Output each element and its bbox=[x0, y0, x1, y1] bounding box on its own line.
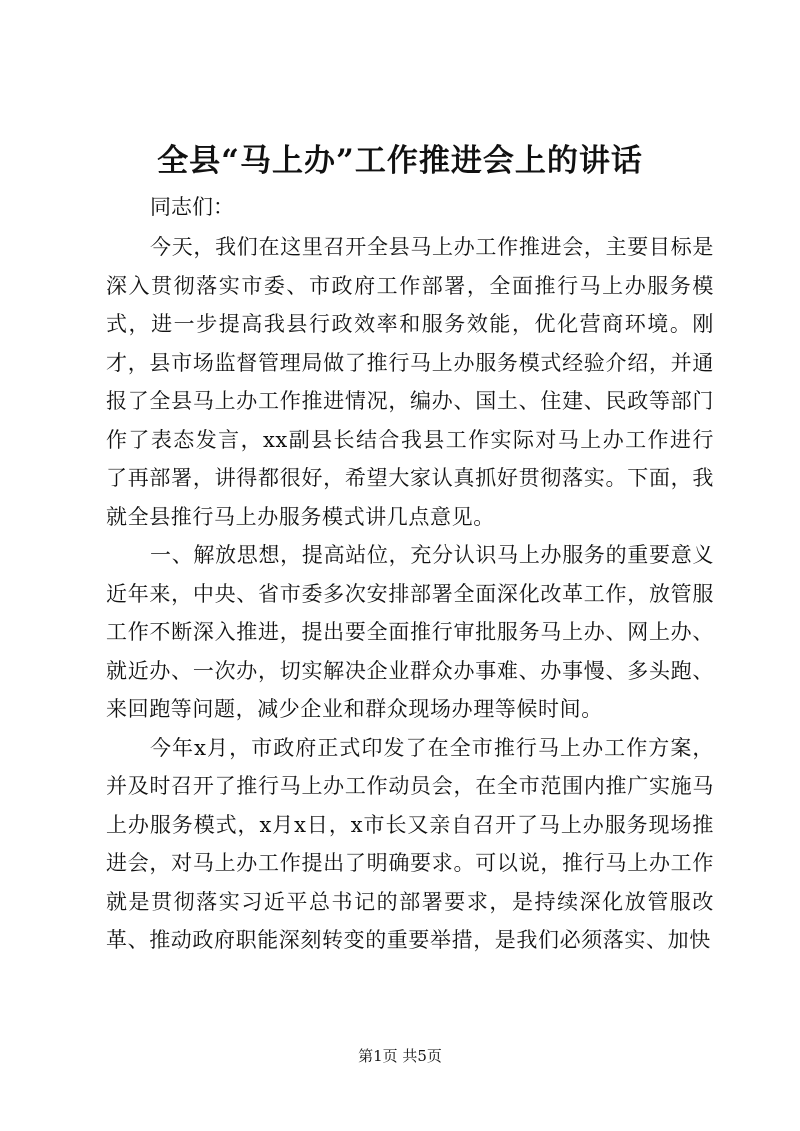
paragraph-section-one: 一、解放思想，提高站位，充分认识马上办服务的重要意义近年来，中央、省市委多次安排部署全面深化改革工作，放管服工作不断深入推进，提出要全面推行审批服务马上办、网上办、就近办、一次办，切实解决企业群众办事难、办事慢、多头跑、来回跑等问题，减少企业和群众现场办理等候时间。 bbox=[106, 543, 714, 721]
paragraph-opening: 今天，我们在这里召开全县马上办工作推进会，主要目标是深入贯彻落实市委、市政府工作部署，全面推行马上办服务模式，进一步提高我县行政效率和服务效能，优化营商环境。刚才，县市场监督管理局做了推行马上办服务模式经验介绍，并通报了全县马上办工作推进情况，编办、国土、住建、民政等部门作了表态发言，xx副县长结合我县工作实际对马上办工作进行了再部署，讲得都很好，希望大家认真抓好贯彻落实。下面，我就全县推行马上办服务模式讲几点意见。 bbox=[106, 235, 714, 529]
paragraph-city-plan: 今年x月，市政府正式印发了在全市推行马上办工作方案，并及时召开了推行马上办工作动员会，在全市范围内推广实施马上办服务模式，x月x日，x市长又亲自召开了马上办服务现场推进会，对马上办工作提出了明确要求。可以说，推行马上办工作就是贯彻落实习近平总书记的部署要求，是持续深化放管服改革、推动政府职能深刻转变的重要举措，是我们必须落实、加快 bbox=[106, 735, 714, 952]
document-body bbox=[106, 228, 714, 960]
page-number-footer: 第1页 共5页 bbox=[358, 1047, 442, 1065]
document-title: 全县“马上办”工作推进会上的讲话 bbox=[157, 143, 643, 179]
salutation: 同志们： bbox=[150, 195, 234, 219]
